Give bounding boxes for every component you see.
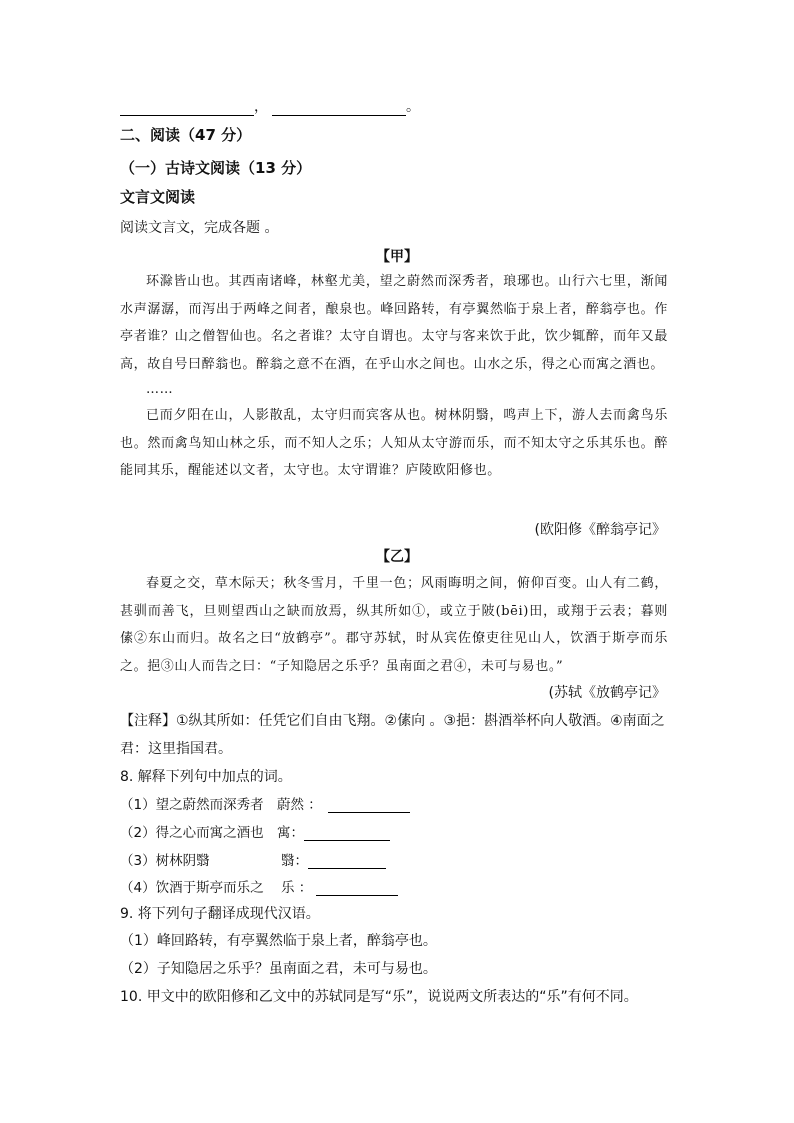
question-8-item	[120, 876, 398, 896]
passage-a	[120, 268, 668, 485]
item-word: 寓：	[277, 825, 304, 841]
item-sentence: （3）树林阴翳	[120, 853, 210, 869]
topic-heading: 文言文阅读	[120, 188, 196, 206]
blank-separator: ，	[254, 99, 268, 115]
question-8-stem: 8. 解释下列句中加点的词。	[120, 769, 292, 785]
item-word: 乐 ：	[281, 880, 313, 896]
question-9-item: （2）子知隐居之乐乎？虽南面之君，未可与易也。	[120, 961, 437, 977]
question-8-item	[120, 793, 410, 813]
blank-terminator: 。	[406, 99, 420, 115]
passage-a-ellipsis: ……	[146, 382, 174, 397]
annotation-line-1: 【注释】①纵其所如：任凭它们自由飞翔。②傃向 。③挹：斟酒举杯向人敬酒。④南面之	[120, 713, 665, 729]
answer-blank[interactable]	[316, 881, 398, 896]
passage-a-source: (欧阳修《醉翁亭记》	[534, 522, 666, 538]
question-8-item	[120, 849, 386, 869]
answer-blank[interactable]	[304, 826, 390, 841]
item-sentence: （2）得之心而寓之酒也	[120, 825, 264, 841]
question-8-item	[120, 821, 390, 841]
subsection-heading: （一）古诗文阅读（13 分）	[120, 159, 312, 177]
passage-b-source: (苏轼《放鹤亭记》	[548, 685, 666, 701]
passage-a-paragraph-2: 已而夕阳在山，人影散乱，太守归而宾客从也。树林阴翳，鸣声上下，游人去而禽鸟乐也。然而禽鸟知山林之乐，而不知人之乐；人知从太守游而乐，而不知太守之乐其乐也。醉能同其乐，醒能述以文者，太守也。太守谓谁？庐陵欧阳修也。	[120, 408, 668, 478]
question-9-item: （1）峰回路转，有亭翼然临于泉上者，醉翁亭也。	[120, 933, 437, 949]
item-sentence: （1）望之蔚然而深秀者	[120, 797, 264, 813]
answer-blank[interactable]	[328, 798, 410, 813]
answer-blank[interactable]	[272, 101, 406, 116]
passage-a-label: 【甲】	[376, 249, 418, 265]
section-heading: 二、阅读（47 分）	[120, 126, 252, 144]
passage-b-label: 【乙】	[376, 549, 418, 565]
instruction-text: 阅读文言文，完成各题 。	[120, 220, 279, 236]
passage-a-paragraph-1: 环滁皆山也。其西南诸峰，林壑尤美，望之蔚然而深秀者，琅琊也。山行六七里，渐闻水声潺潺，而泻出于两峰之间者，酿泉也。峰回路转，有亭翼然临于泉上者，醉翁亭也。作亭者谁？山之僧智仙也。名之者谁？太守自谓也。太守与客来饮于此，饮少辄醉，而年又最高，故自号曰醉翁也。醉翁之意不在酒，在乎山水之间也。山水之乐，得之心而寓之酒也。	[120, 274, 668, 372]
answer-blank-row	[120, 96, 420, 116]
item-word: 蔚然 ：	[277, 797, 322, 813]
question-10-stem: 10. 甲文中的欧阳修和乙文中的苏轼同是写“乐”，说说两文所表达的“乐”有何不同。	[120, 989, 638, 1005]
question-9-stem: 9. 将下列句子翻译成现代汉语。	[120, 906, 320, 922]
annotation-line-2: 君：这里指国君。	[120, 741, 232, 757]
answer-blank[interactable]	[308, 854, 386, 869]
passage-b-paragraph: 春夏之交，草木际天；秋冬雪月，千里一色；风雨晦明之间，俯仰百变。山人有二鹤，甚驯而善飞，旦则望西山之缺而放焉，纵其所如①，或立于陂(bēi)田，或翔于云表；暮则傃②东山而归。故名之曰“放鹤亭”。郡守苏轼，时从宾佐僚吏往见山人，饮酒于斯亭而乐之。挹③山人而告之曰：“子知隐居之乐乎？虽南面之君④，未可与易也。”	[120, 576, 668, 674]
item-word: 翳：	[281, 853, 308, 869]
item-sentence: （4）饮酒于斯亭而乐之	[120, 880, 264, 896]
passage-b	[120, 570, 668, 680]
answer-blank[interactable]	[120, 101, 254, 116]
